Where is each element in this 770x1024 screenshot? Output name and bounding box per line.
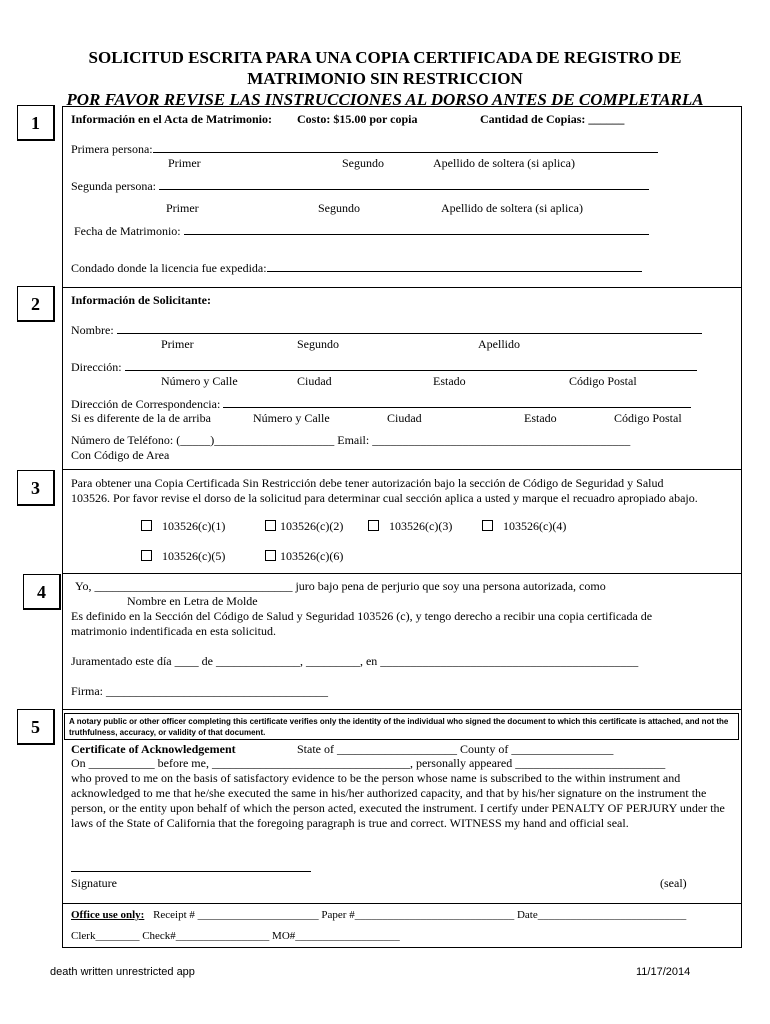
applicant-name-field[interactable] xyxy=(117,322,702,334)
checkbox-c1[interactable] xyxy=(141,519,225,534)
state-county-field[interactable]: State of ____________________ County of _________________ xyxy=(297,742,614,756)
acknowledgement-date-field[interactable]: On ___________ before me, _________________________________, personally appeared _________________________ xyxy=(71,756,666,770)
marriage-date-field[interactable] xyxy=(184,223,649,235)
checkbox-c4[interactable] xyxy=(482,519,566,534)
notary-notice-box xyxy=(64,713,739,740)
checkbox-c1-label: 103526(c)(1) xyxy=(162,519,226,533)
address-street-caption: Número y Calle xyxy=(161,374,238,388)
section-divider-3 xyxy=(62,573,742,574)
address-field[interactable] xyxy=(125,359,697,371)
seal-label: (seal) xyxy=(660,876,687,890)
checkbox-icon[interactable] xyxy=(141,520,152,531)
section-number-5: 5 xyxy=(17,709,55,745)
cost-label: Costo: $15.00 por copia xyxy=(297,112,418,126)
county-label: Condado donde la licencia fue expedida: xyxy=(71,261,267,275)
section-number-2: 2 xyxy=(17,286,55,322)
mailing-state-caption: Estado xyxy=(524,411,557,425)
signature-label: Signature xyxy=(71,876,117,890)
applicant-info-heading: Información de Solicitante: xyxy=(71,293,211,307)
checkbox-c6-label: 103526(c)(6) xyxy=(280,549,344,563)
mailing-note: Si es diferente de la de arriba xyxy=(71,411,211,425)
address-zip-caption: Código Postal xyxy=(569,374,637,388)
address-city-caption: Ciudad xyxy=(297,374,332,388)
address-state-caption: Estado xyxy=(433,374,466,388)
applicant-signature-field[interactable]: Firma: _____________________________________ xyxy=(71,684,328,698)
applicant-last-caption: Apellido xyxy=(478,337,520,351)
checkbox-icon[interactable] xyxy=(265,520,276,531)
section-divider-5 xyxy=(62,903,742,904)
section-divider-2 xyxy=(62,469,742,470)
applicant-middle-caption: Segundo xyxy=(297,337,339,351)
office-use-label: Office use only: xyxy=(71,909,145,921)
mailing-street-caption: Número y Calle xyxy=(253,411,330,425)
section-divider-1 xyxy=(62,287,742,288)
certificate-heading: Certificate of Acknowledgement xyxy=(71,742,236,756)
oath-statement-line2: Es definido en la Sección del Código de Salud y Seguridad 103526 (c), y tengo derecho a recibir una copia certificada de xyxy=(71,609,653,623)
footer-form-name: death written unrestricted app xyxy=(50,966,195,978)
phone-area-code-caption: Con Código de Area xyxy=(71,448,170,462)
mailing-address-label: Dirección de Correspondencia: xyxy=(71,397,224,411)
section-number-3: 3 xyxy=(17,470,55,506)
checkbox-c6[interactable] xyxy=(265,549,343,564)
form-title-line2: MATRIMONIO SIN RESTRICCION xyxy=(247,69,523,88)
notary-notice-text: A notary public or other officer completing this certificate verifies only the identity of the individual who signed the document to which this certificate is attached, and not the truthfulness, accuracy, or validity of that document. xyxy=(69,717,729,737)
checkbox-icon[interactable] xyxy=(265,550,276,561)
checkbox-c3-label: 103526(c)(3) xyxy=(389,519,453,533)
section-divider-4 xyxy=(62,709,742,710)
footer-date: 11/17/2014 xyxy=(636,966,691,978)
acknowledgement-body: who proved to me on the basis of satisfactory evidence to be the person whose name is subscribed to the within instrument and acknowledged to me that he/she executed the same in his/her authorized capacity, and that by his/her signature on the instrument the person, or the entity upon behalf of which the person acted, executed the instrument. I certify under PENALTY OF PERJURY under the laws of the State of California that the foregoing paragraph is true and correct. WITNESS my hand and official seal. xyxy=(71,771,725,830)
authorization-text-line2: 103526. Por favor revise el dorso de la solicitud para determinar cual sección aplica a usted y marque el recuadro apropiado abajo. xyxy=(71,491,698,505)
phone-email-field[interactable]: Número de Teléfono: (_____)____________________ Email: ___________________________________________ xyxy=(71,433,631,447)
person1-last-caption: Apellido de soltera (si aplica) xyxy=(433,156,575,170)
mailing-zip-caption: Código Postal xyxy=(614,411,682,425)
marriage-info-heading: Información en el Acta de Matrimonio: xyxy=(71,112,272,126)
notary-signature-line[interactable] xyxy=(71,871,311,872)
checkbox-c5-label: 103526(c)(5) xyxy=(162,549,226,563)
section-number-1: 1 xyxy=(17,105,55,141)
form-title-line1: SOLICITUD ESCRITA PARA UNA COPIA CERTIFICADA DE REGISTRO DE xyxy=(88,48,682,67)
person1-first-caption: Primer xyxy=(168,156,201,170)
applicant-first-caption: Primer xyxy=(161,337,194,351)
checkbox-icon[interactable] xyxy=(141,550,152,561)
authorization-text-line1: Para obtener una Copia Certificada Sin Restricción debe tener autorización bajo la sección de Código de Seguridad y Salud xyxy=(71,476,664,490)
person1-middle-caption: Segundo xyxy=(342,156,384,170)
section-number-4: 4 xyxy=(23,574,61,610)
mailing-address-field[interactable] xyxy=(223,396,691,408)
office-use-line2[interactable]: Clerk________ Check#_________________ MO#___________________ xyxy=(71,930,400,942)
checkbox-icon[interactable] xyxy=(482,520,493,531)
person2-first-caption: Primer xyxy=(166,201,199,215)
person2-name-field[interactable] xyxy=(159,178,649,190)
copies-field[interactable]: Cantidad de Copias: ______ xyxy=(480,112,625,126)
mailing-city-caption: Ciudad xyxy=(387,411,422,425)
marriage-date-label: Fecha de Matrimonio: xyxy=(74,224,184,238)
oath-statement-line3: matrimonio indentificada en esta solicitud. xyxy=(71,624,276,638)
person1-label: Primera persona: xyxy=(71,142,153,156)
applicant-name-label: Nombre: xyxy=(71,323,117,337)
county-field[interactable] xyxy=(267,260,642,272)
person2-last-caption: Apellido de soltera (si aplica) xyxy=(441,201,583,215)
checkbox-c5[interactable] xyxy=(141,549,225,564)
checkbox-c2[interactable] xyxy=(265,519,343,534)
person2-middle-caption: Segundo xyxy=(318,201,360,215)
person2-label: Segunda persona: xyxy=(71,179,159,193)
sworn-date-place-field[interactable]: Juramentado este día ____ de ______________, _________, en ___________________________________________ xyxy=(71,654,639,668)
checkbox-c2-label: 103526(c)(2) xyxy=(280,519,344,533)
print-name-caption: Nombre en Letra de Molde xyxy=(127,594,258,608)
person1-name-field[interactable] xyxy=(153,141,658,153)
oath-statement-line1[interactable]: Yo, _________________________________ juro bajo pena de perjurio que soy una persona autorizada, como xyxy=(75,579,606,593)
office-use-line1[interactable]: Receipt # ______________________ Paper #_____________________________ Date___________________________ xyxy=(153,909,687,921)
address-label: Dirección: xyxy=(71,360,125,374)
checkbox-c3[interactable] xyxy=(368,519,452,534)
checkbox-c4-label: 103526(c)(4) xyxy=(503,519,567,533)
checkbox-icon[interactable] xyxy=(368,520,379,531)
instructions-heading: POR FAVOR REVISE LAS INSTRUCCIONES AL DORSO ANTES DE COMPLETARLA xyxy=(66,90,704,106)
